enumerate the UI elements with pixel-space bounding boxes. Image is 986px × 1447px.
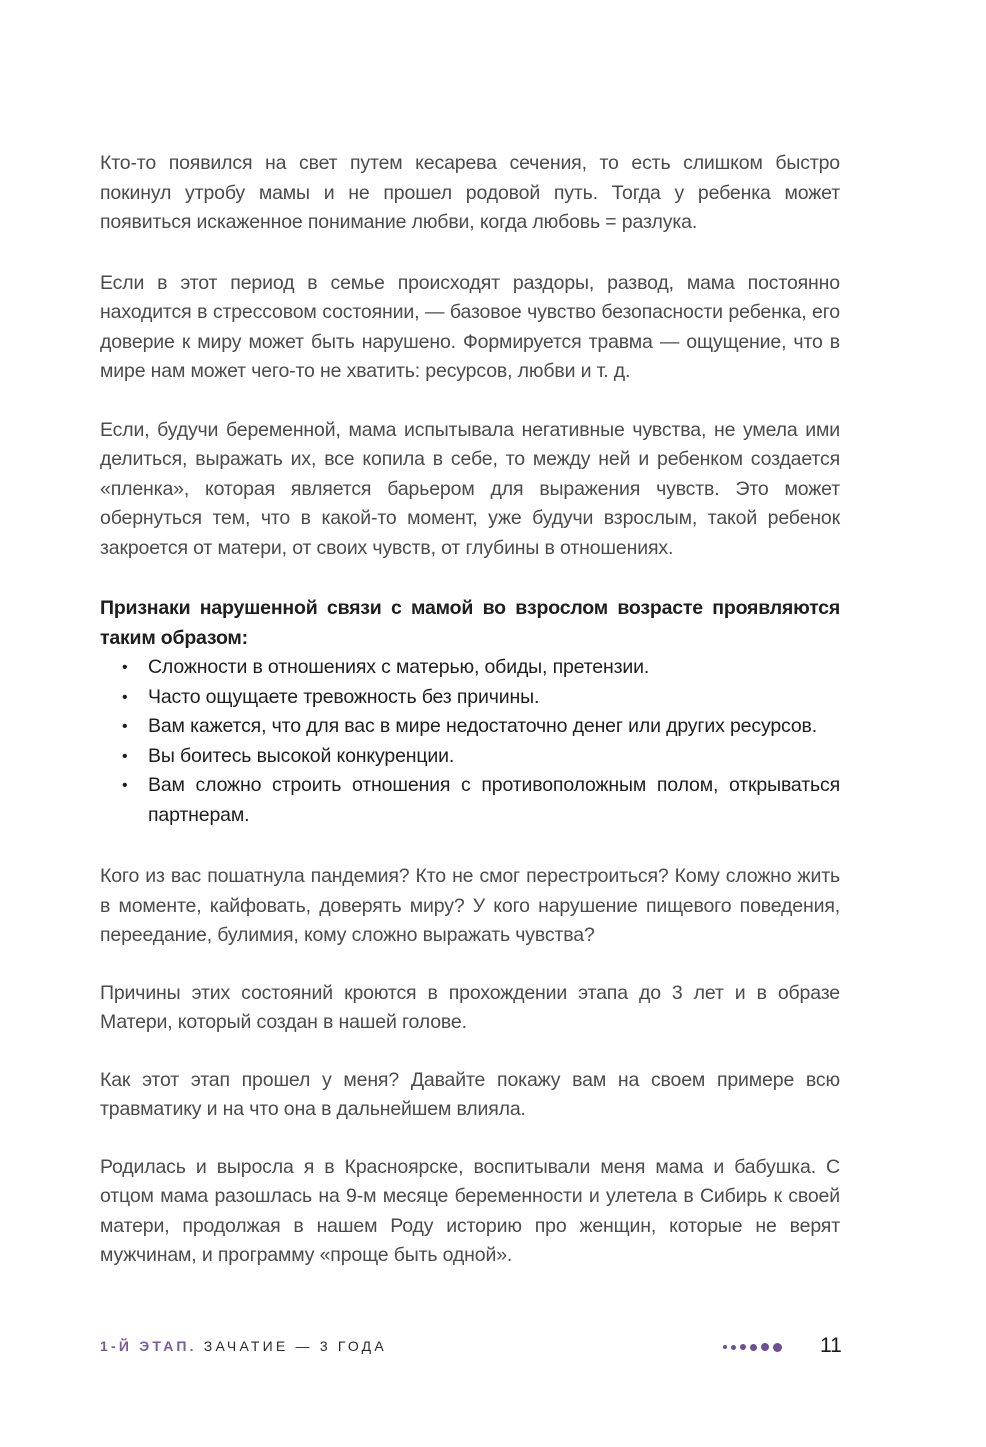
signs-list: [100, 653, 840, 830]
list-item-text: Сложности в отношениях с матерью, обиды, претензии.: [148, 656, 650, 678]
page-footer: [100, 1334, 840, 1358]
dot-icon: [731, 1345, 736, 1350]
list-item-text: Часто ощущаете тревожность без причины.: [148, 685, 540, 708]
list-item: [100, 683, 840, 713]
dot-icon: [761, 1343, 769, 1351]
paragraph-biography: Родилась и выросла я в Красноярске, воспитывали меня мама и бабушка. С отцом мама разошлась на 9-м месяце беременности и улетела в Сибирь к своей матери, продолжая в нашем Роду историю про женщин, которые не верят мужчинам, и программу «проще быть одной».: [100, 1155, 840, 1266]
paragraph-causes: Причины этих состояний кроются в прохождении этапа до 3 лет и в образе Матери, который создан в нашей голове.: [100, 981, 840, 1033]
bullet-icon: •: [122, 688, 128, 706]
dot-icon: [740, 1344, 746, 1350]
chapter-stage-label: 1-Й ЭТАП.: [100, 1338, 197, 1354]
list-item: [100, 712, 840, 742]
running-footer-chapter: [100, 1338, 387, 1354]
chapter-title: ЗАЧАТИЕ — 3 ГОДА: [196, 1338, 387, 1354]
list-item: [100, 653, 840, 683]
page-number: 11: [820, 1334, 842, 1357]
paragraph-cesarean: Кто-то появился на свет путем кесарева сечения, то есть слишком быстро покинул утробу мамы и не прошел родовой путь. Тогда у ребенка может появиться искаженное понимание любви, когда любовь = разлука.: [100, 152, 840, 233]
list-item-text: Вам кажется, что для вас в мире недостаточно денег или других ресурсов.: [148, 715, 818, 737]
dot-icon: [750, 1344, 757, 1351]
list-item: [100, 742, 840, 772]
bullet-icon: •: [122, 718, 128, 735]
decorative-dots-icon: [723, 1342, 782, 1352]
list-item: [100, 771, 840, 830]
paragraph-pregnancy-emotions: Если, будучи беременной, мама испытывала негативные чувства, не умела ими делиться, выражать их, все копила в себе, то между ней и ребенком создается «пленка», которая является барьером для выражения чувств. Это может обернуться тем, что в какой-то момент, уже будучи взрослым, такой ребенок закроется от матери, от своих чувств, от глубины в отношениях.: [100, 418, 840, 559]
list-item-text: Вы боитесь высокой конкуренции.: [148, 744, 455, 767]
dot-icon: [773, 1343, 782, 1352]
paragraph-pandemic-questions: Кого из вас пошатнула пандемия? Кто не смог перестроиться? Кому сложно жить в моменте, кайфовать, доверять миру? У кого нарушение пищевого поведения, переедание, булимия, кому сложно выражать чувства?: [100, 865, 840, 946]
bullet-icon: •: [122, 777, 128, 794]
dot-icon: [723, 1345, 727, 1349]
paragraph-family-discord: Если в этот период в семье происходят раздоры, развод, мама постоянно находится в стрессовом состоянии, — базовое чувство безопасности ребенка, его доверие к миру может быть нарушено. Формируется травма — ощущение, что в мире нам может чего-то не хватить: ресурсов, любви и т. д.: [100, 271, 840, 382]
bullet-icon: •: [122, 747, 128, 765]
page-content: [100, 149, 840, 1299]
paragraph-my-example: Как этот этап прошел у меня? Давайте покажу вам на своем примере всю травматику и на что она в дальнейшем влияла.: [100, 1068, 840, 1120]
signs-section: [100, 594, 840, 830]
signs-heading: Признаки нарушенной связи с мамой во взрослом возрасте проявляются таким образом:: [100, 597, 840, 649]
bullet-icon: •: [122, 659, 128, 676]
list-item-text: Вам сложно строить отношения с противоположным полом, открываться партнерам.: [148, 774, 840, 826]
